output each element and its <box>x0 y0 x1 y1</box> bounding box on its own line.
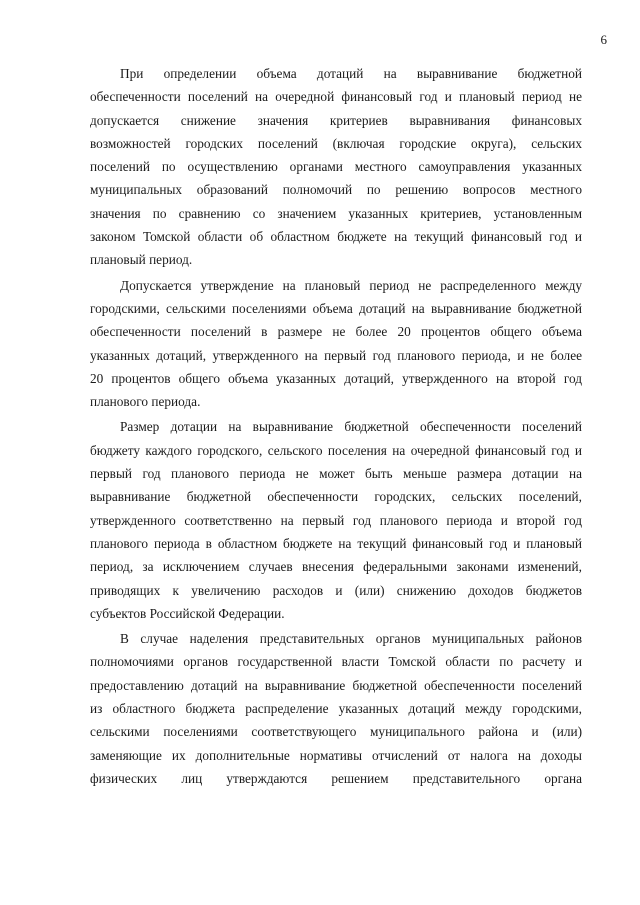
paragraph-line: выравнивание бюджетной обеспеченности городских, сельских поселений, <box>90 489 582 505</box>
paragraph-line: муниципальных образований полномочий по решению вопросов местного <box>90 182 582 198</box>
paragraph-line: планового периода в областном бюджете на текущий финансовый год и плановый <box>90 535 582 551</box>
paragraph-line: городскими, сельскими поселениями объема дотаций на выравнивание бюджетной <box>90 300 582 316</box>
paragraph-line: возможностей городских поселений (включая городские округа), сельских <box>90 135 582 151</box>
paragraph-line: субъектов Российской Федерации. <box>90 605 285 621</box>
paragraph-line: Размер дотации на выравнивание бюджетной обеспеченности поселений <box>120 419 582 435</box>
paragraph <box>90 274 582 414</box>
paragraph-line: приводящих к увеличению расходов и (или) снижению доходов бюджетов <box>90 582 582 598</box>
paragraph <box>90 62 582 272</box>
document-body <box>90 62 582 790</box>
paragraph-line: указанных дотаций, утвержденного на первый год планового периода, и не более <box>90 347 582 363</box>
paragraph-line: законом Томской области об областном бюджете на текущий финансовый год и <box>90 229 582 245</box>
page-number: 6 <box>600 32 607 47</box>
paragraph-line: Допускается утверждение на плановый период не распределенного между <box>120 277 582 293</box>
paragraph-line: поселений по осуществлению органами местного самоуправления указанных <box>90 159 582 175</box>
paragraph-line: физических лиц утверждаются решением представительного органа <box>90 770 582 786</box>
paragraph-line: В случае наделения представительных органов муниципальных районов <box>120 631 582 647</box>
paragraph-line: обеспеченности поселений на очередной финансовый год и плановый период не <box>90 89 582 105</box>
paragraph-line: период, за исключением случаев внесения федеральными законами изменений, <box>90 559 582 575</box>
paragraph-line: первый год планового периода не может быть меньше размера дотации на <box>90 466 582 482</box>
paragraph-line: из областного бюджета распределение указанных дотаций между городскими, <box>90 701 582 717</box>
paragraph-line: заменяющие их дополнительные нормативы отчислений от налога на доходы <box>90 747 582 763</box>
paragraph <box>90 415 582 625</box>
paragraph-line: предоставлению дотаций на выравнивание бюджетной обеспеченности поселений <box>90 677 582 693</box>
paragraph-line: утвержденного соответственно на первый год планового периода и второй год <box>90 512 582 528</box>
paragraph-line: сельскими поселениями соответствующего муниципального района и (или) <box>90 724 582 740</box>
paragraph-line: обеспеченности поселений в размере не более 20 процентов общего объема <box>90 324 582 340</box>
paragraph-line: планового периода. <box>90 394 201 410</box>
paragraph-line: значения по сравнению со значением указанных критериев, установленным <box>90 205 582 221</box>
paragraph-line: плановый период. <box>90 252 193 268</box>
paragraph-line: допускается снижение значения критериев выравнивания финансовых <box>90 112 582 128</box>
paragraph <box>90 627 582 790</box>
paragraph-line: 20 процентов общего объема указанных дотаций, утвержденного на второй год <box>90 370 582 386</box>
paragraph-line: При определении объема дотаций на выравнивание бюджетной <box>120 66 582 81</box>
paragraph-line: полномочиями органов государственной власти Томской области по расчету и <box>90 654 582 670</box>
paragraph-line: бюджету каждого городского, сельского поселения на очередной финансовый год и <box>90 442 582 458</box>
